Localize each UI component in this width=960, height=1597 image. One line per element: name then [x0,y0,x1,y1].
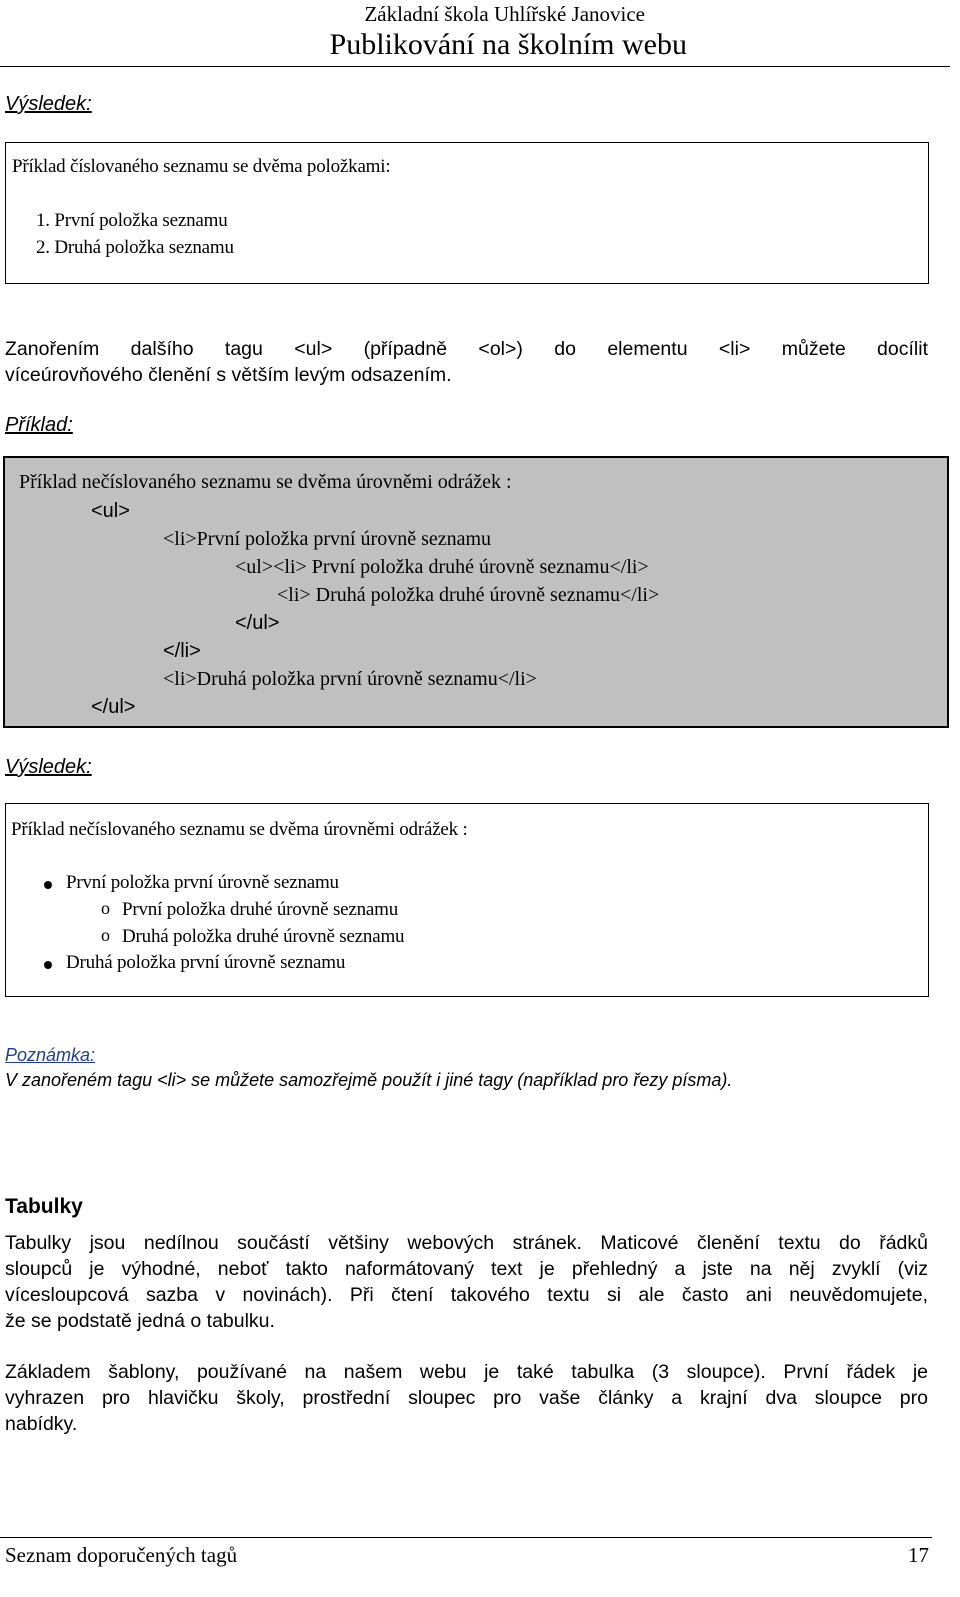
paragraph-line: vícesloupcová sazba v novinách). Při čtení takového textu si ale často ani neuvědomujete, [5,1284,928,1306]
code-line-ul-close: </ul> [91,696,136,718]
bullet-item-2: První položka druhé úrovně seznamu [122,899,399,920]
bullet-item-1: První položka první úrovně seznamu [66,872,339,893]
footer-text: Seznam doporučených tagů [5,1543,238,1567]
code-line-nested-ul-close: </ul> [235,612,280,634]
example-code-box [3,456,949,728]
code-line-li-second: <li>Druhá položka první úrovně seznamu</li> [163,668,537,690]
numbered-item-1: 1. První položka seznamu [36,210,228,231]
footer-divider [0,1537,932,1538]
bullet-item-4: Druhá položka první úrovně seznamu [66,952,346,973]
note-label: Poznámka: [5,1045,96,1065]
result-intro-numbered: Příklad číslovaného seznamu se dvěma položkami: [12,156,391,177]
code-line-nested-li-2: <li> Druhá položka druhé úrovně seznamu</li> [277,584,660,606]
nesting-paragraph-line-2: víceúrovňového členění s větším levým odsazením. [5,364,452,386]
header-school-name: Základní škola Uhlířské Janovice [364,2,645,26]
paragraph-line: vyhrazen pro hlavičku školy, prostřední sloupec pro vaše články a krajní dva sloupce pro [5,1387,928,1409]
nesting-paragraph-line-1: Zanořením dalšího tagu <ul> (případně <ol>) do elementu <li> můžete docílit [5,338,928,360]
code-line-li-first: <li>První položka první úrovně seznamu [163,528,492,550]
paragraph-line: že se podstatě jedná o tabulku. [5,1310,275,1332]
section-heading-tables: Tabulky [5,1195,83,1218]
code-line-nested-ul: <ul><li> První položka druhé úrovně seznamu</li> [235,556,649,578]
result-box-numbered [5,142,929,284]
result-intro-nested: Příklad nečíslovaného seznamu se dvěma úrovněmi odrážek : [11,819,468,840]
bullet-item-3: Druhá položka druhé úrovně seznamu [122,926,405,947]
paragraph-line: Tabulky jsou nedílnou součástí většiny webových stránek. Maticové členění textu do řádků [5,1232,928,1254]
example-label: Příklad: [5,414,73,436]
bullet-circle-icon: o [101,925,110,945]
paragraph-line: sloupců je výhodné, neboť takto naformátovaný text je přehledný a jste na něj zvyklí (viz [5,1258,928,1280]
result-label-2: Výsledek: [5,756,92,778]
code-line-intro: Příklad nečíslovaného seznamu se dvěma úrovněmi odrážek : [19,471,512,493]
tables-paragraph-2 [5,1359,928,1437]
paragraph-line: nabídky. [5,1413,78,1435]
page-number: 17 [908,1543,929,1567]
numbered-item-2: 2. Druhá položka seznamu [36,237,234,258]
result-box-nested [5,803,929,997]
header-title: Publikování na školním webu [329,28,687,61]
code-line-li-close: </li> [163,640,201,662]
result-label-1: Výsledek: [5,93,92,115]
paragraph-line: Základem šablony, používané na našem webu je také tabulka (3 sloupce). První řádek je [5,1361,928,1383]
code-line-ul-open: <ul> [91,500,130,522]
bullet-disc-icon [44,961,52,969]
bullet-disc-icon [44,881,52,889]
tables-paragraph-1 [5,1230,928,1334]
header-divider [0,66,950,67]
nesting-paragraph [5,336,928,388]
bullet-circle-icon: o [101,898,110,918]
note-text: V zanořeném tagu <li> se můžete samozřejmě použít i jiné tagy (například pro řezy písma). [5,1070,733,1090]
